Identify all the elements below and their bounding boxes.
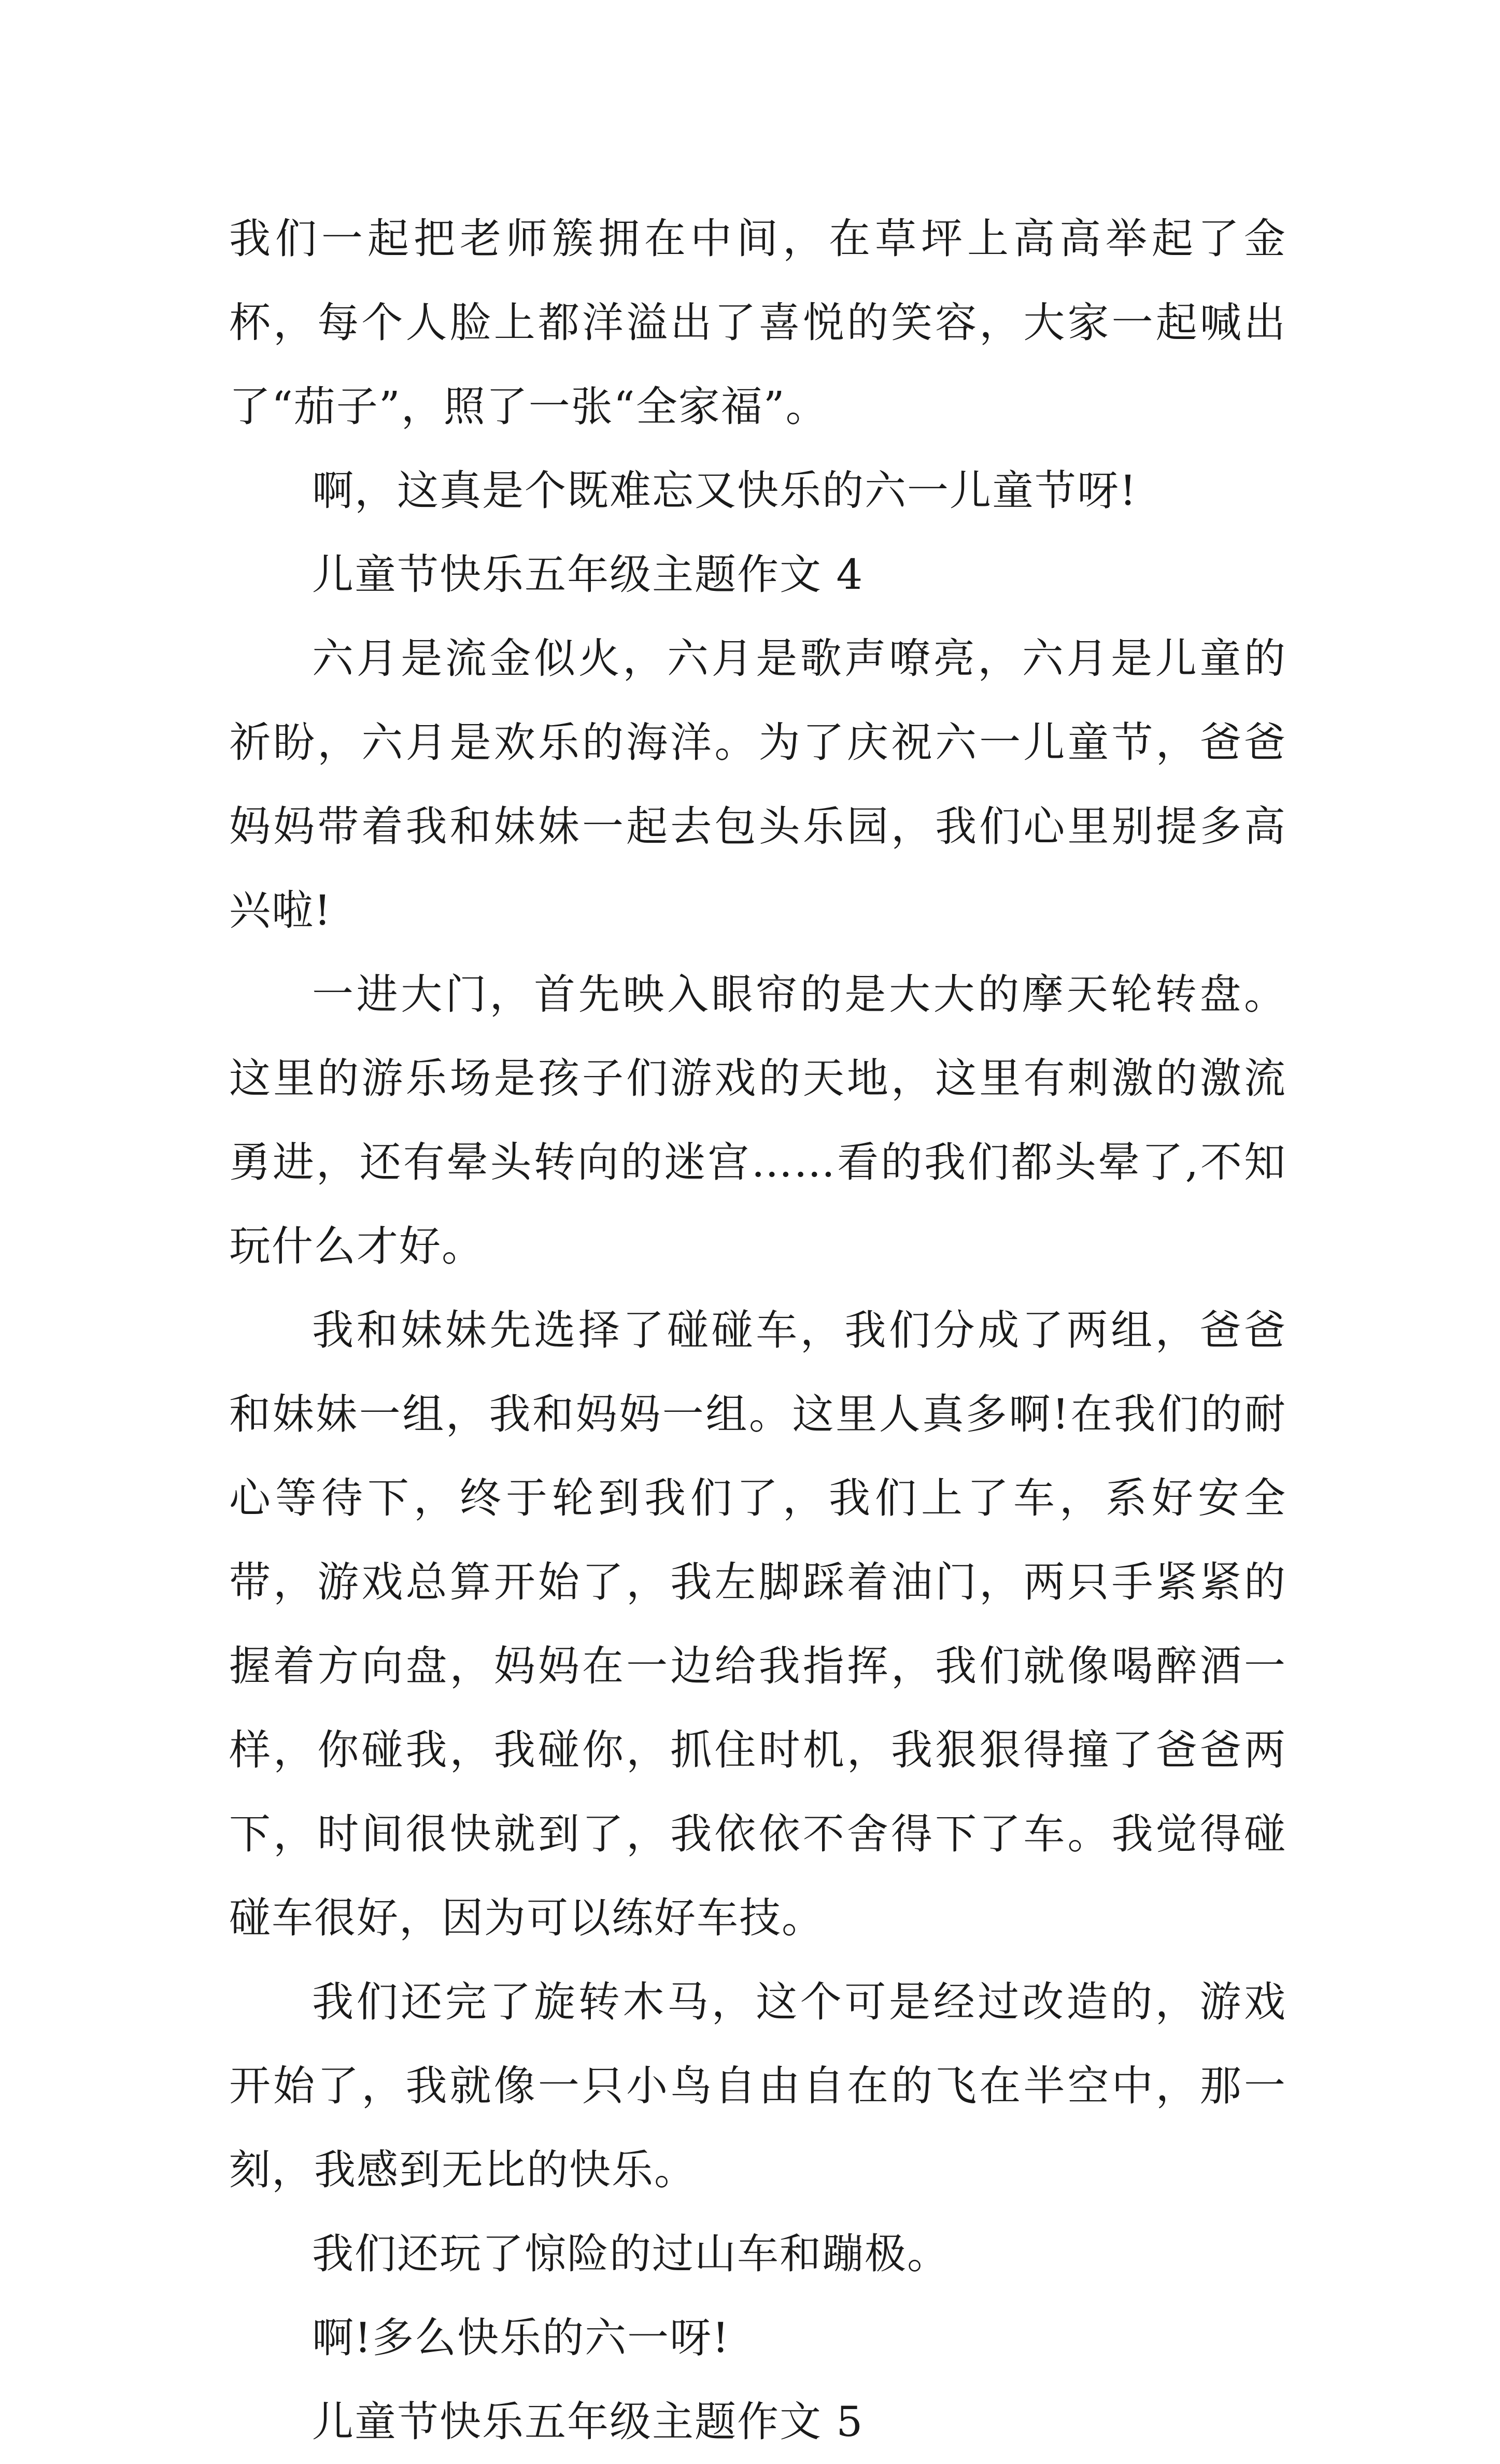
essay-heading-4: 儿童节快乐五年级主题作文 4: [312, 550, 864, 599]
paragraph-7: 我们还玩了惊险的过山车和蹦极。: [312, 2230, 950, 2278]
essay-heading-5: 儿童节快乐五年级主题作文 5: [312, 2398, 864, 2446]
paragraph-3: 六月是流金似火，六月是歌声嘹亮，六月是儿童的祈盼，六月是欢乐的海洋。为了庆祝六一儿童节，爸爸妈妈带着我和妹妹一起去包头乐园，我们心里别提多高兴啦!: [229, 634, 1286, 934]
paragraph-6: 我们还完了旋转木马，这个可是经过改造的，游戏开始了，我就像一只小鸟自由自在的飞在半空中，那一刻，我感到无比的快乐。: [229, 1978, 1286, 2194]
document-body: [229, 197, 1286, 2464]
paragraph-2: 啊，这真是个既难忘又快乐的六一儿童节呀!: [312, 466, 1138, 515]
paragraph-5: 我和妹妹先选择了碰碰车，我们分成了两组，爸爸和妹妹一组，我和妈妈一组。这里人真多啊!在我们的耐心等待下，终于轮到我们了，我们上了车，系好安全带，游戏总算开始了，我左脚踩着油门，两只手紧紧的握着方向盘，妈妈在一边给我指挥，我们就像喝醉酒一样，你碰我，我碰你，抓住时机，我狠狠得撞了爸爸两下，时间很快就到了，我依依不舍得下了车。我觉得碰碰车很好，因为可以练好车技。: [229, 1306, 1286, 1942]
paragraph-8: 啊!多么快乐的六一呀!: [312, 2314, 730, 2362]
paragraph-4: 一进大门，首先映入眼帘的是大大的摩天轮转盘。这里的游乐场是孩子们游戏的天地，这里有刺激的激流勇进，还有晕头转向的迷宫……看的我们都头晕了,不知玩什么才好。: [229, 970, 1286, 1270]
paragraph-1: 我们一起把老师簇拥在中间，在草坪上高高举起了金杯，每个人脸上都洋溢出了喜悦的笑容，大家一起喊出了“茄子”，照了一张“全家福”。: [229, 215, 1286, 431]
